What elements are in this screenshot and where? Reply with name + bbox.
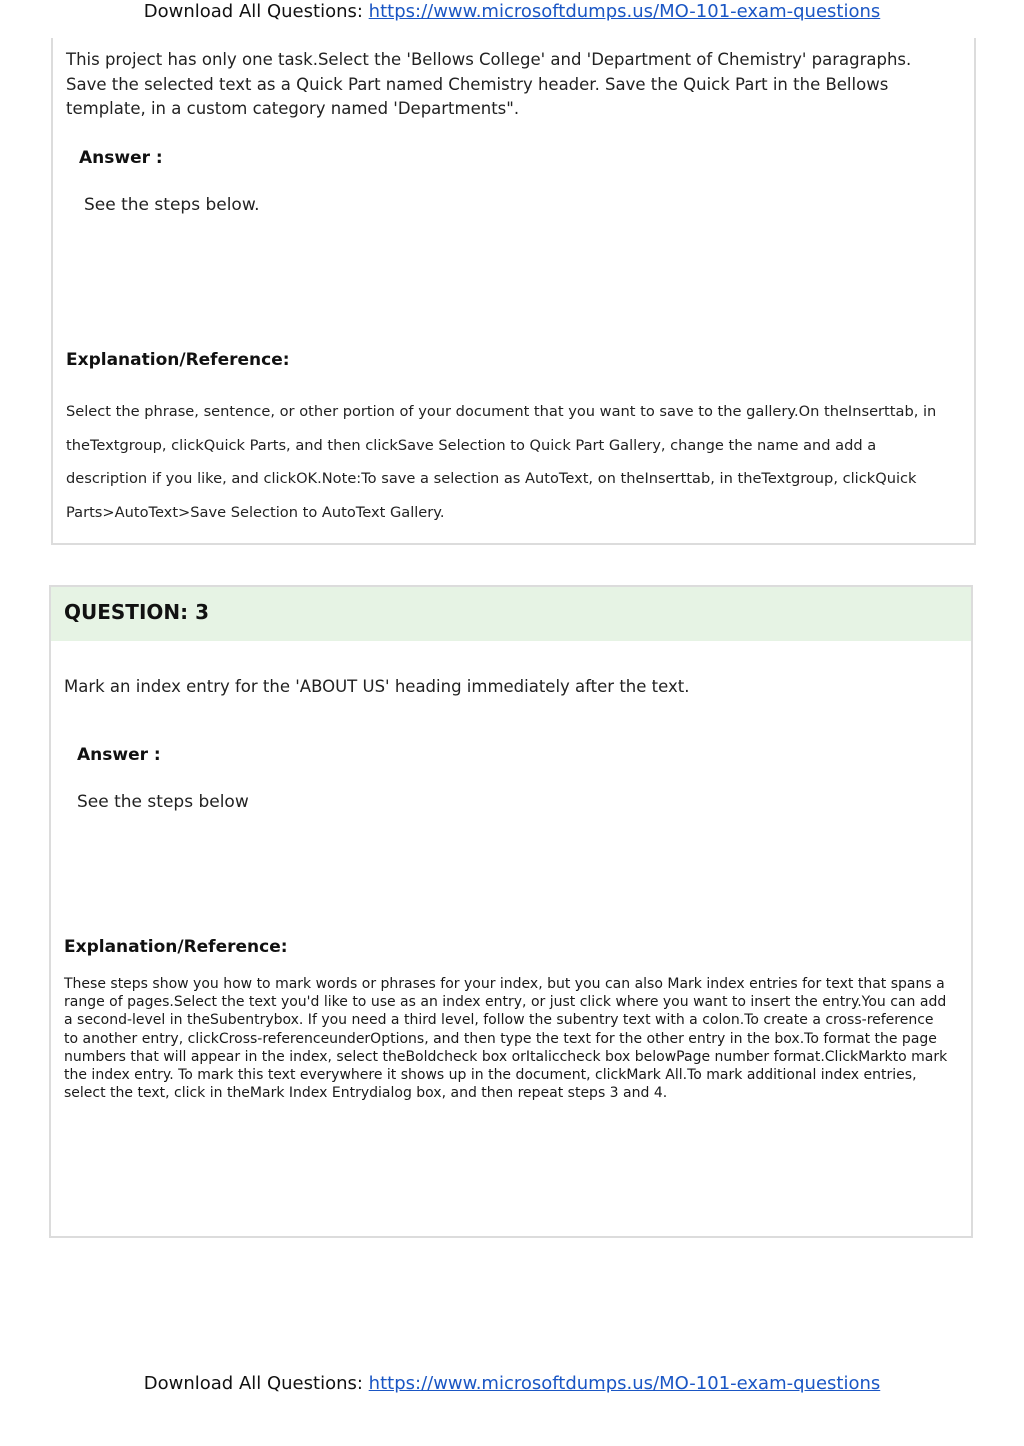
- answer-text: See the steps below: [77, 792, 249, 812]
- explanation-label: Explanation/Reference:: [66, 350, 290, 370]
- question-2-card: [51, 38, 976, 545]
- question-header: QUESTION: 3: [51, 587, 971, 641]
- download-bar-bottom: [0, 1373, 1024, 1394]
- download-link[interactable]: https://www.microsoftdumps.us/MO-101-exam-questions: [368, 1, 881, 22]
- explanation-text: These steps show you how to mark words or phrases for your index, but you can also Mark index entries for text that spans a range of pages.Select the text you'd like to use as an index entry, or just click where you want to insert the entry.You can add a second-level in theSubentrybox. If you need a third level, follow the subentry text with a colon.To create a cross-reference to another entry, clickCross-referenceunderOptions, and then type the text for the other entry in the box.To format the page numbers that will appear in the index, select theBoldcheck box orItaliccheck box belowPage number format.ClickMarkto mark the index entry. To mark this text everywhere it shows up in the document, clickMark All.To mark additional index entries, select the text, click in theMark Index Entrydialog box, and then repeat steps 3 and 4.: [64, 976, 948, 1102]
- question-3-card: [49, 585, 973, 1238]
- download-label: Download All Questions:: [143, 1373, 363, 1394]
- explanation-text: Select the phrase, sentence, or other portion of your document that you want to save to the gallery.On theInserttab, in theTextgroup, clickQuick Parts, and then clickSave Selection to Quick Part Gallery, change the name and add a description if you like, and clickOK.Note:To save a selection as AutoText, on theInserttab, in theTextgroup, clickQuick Parts>AutoText>Save Selection to AutoText Gallery.: [66, 403, 937, 522]
- question-task: This project has only one task.Select the 'Bellows College' and 'Department of Chemistry' paragraphs. Save the selected text as a Quick Part named Chemistry header. Save the Quick Part in the Bellows template, in a custom category named 'Departments".: [66, 50, 912, 118]
- download-label: Download All Questions:: [143, 1, 363, 22]
- answer-label: Answer :: [77, 745, 161, 765]
- explanation-label: Explanation/Reference:: [64, 937, 288, 957]
- question-task: Mark an index entry for the 'ABOUT US' heading immediately after the text.: [64, 677, 690, 696]
- answer-text: See the steps below.: [84, 195, 260, 215]
- answer-label: Answer :: [79, 148, 163, 168]
- download-link[interactable]: https://www.microsoftdumps.us/MO-101-exam-questions: [368, 1373, 881, 1394]
- download-bar-top: [0, 1, 1024, 22]
